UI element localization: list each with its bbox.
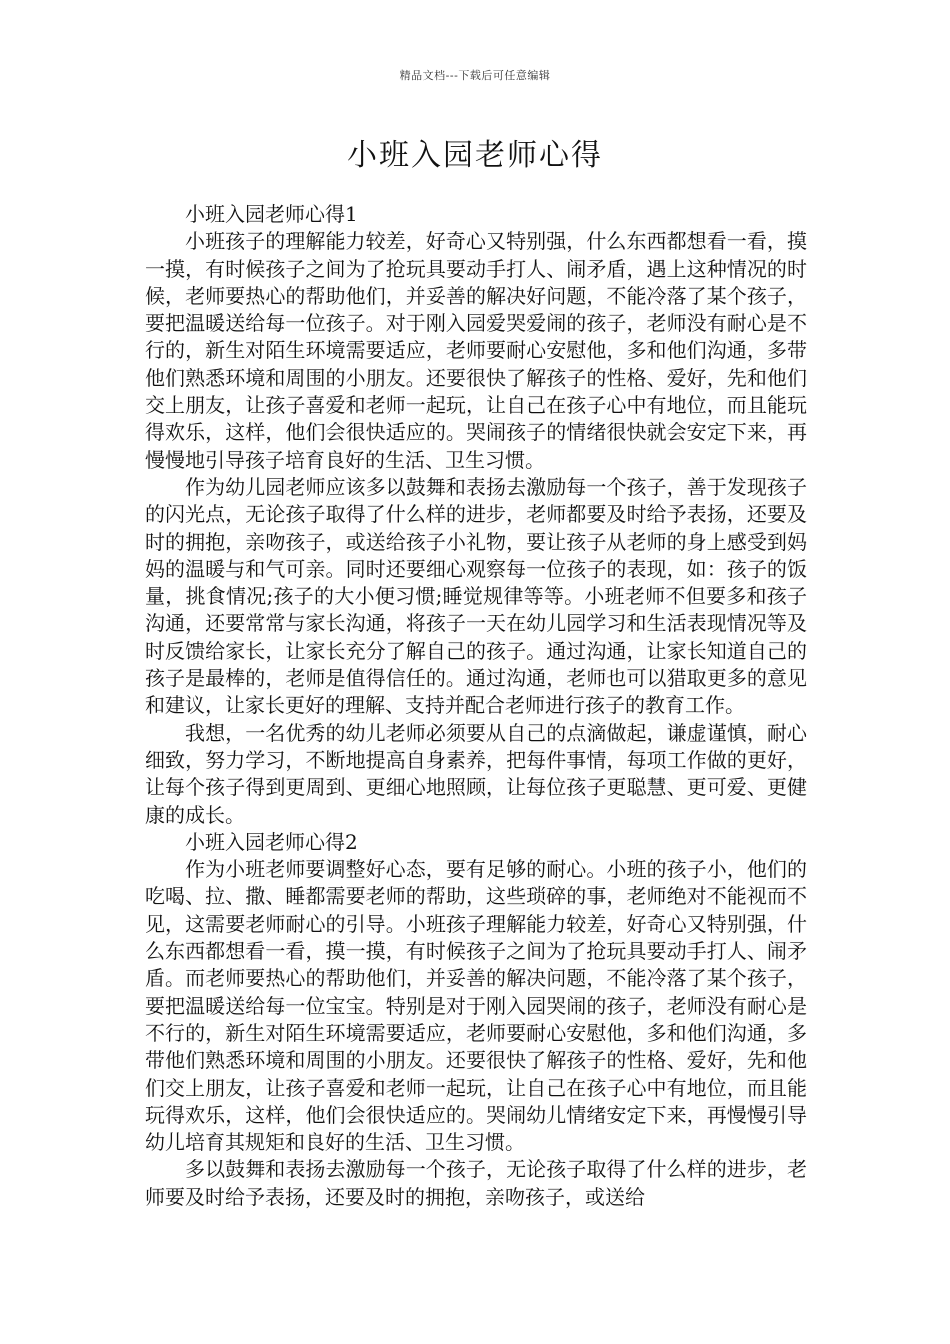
document-title: 小班入园老师心得 xyxy=(347,138,603,173)
section-heading-1: 小班入园老师心得1 xyxy=(185,202,358,226)
document-body xyxy=(145,201,807,1211)
paragraph: 作为幼儿园老师应该多以鼓舞和表扬去激励每一个孩子，善于发现孩子的闪光点，无论孩子取得了什么样的进步，老师都要及时给予表扬，还要及时的拥抱，亲吻孩子，或送给孩子小礼物，要让孩子从老师的身上感受到妈妈的温暖与和气可亲。同时还要细心观察每一位孩子的表现，如：孩子的饭量，挑食情况;孩子的大小便习惯;睡觉规律等等。小班老师不但要多和孩子沟通，还要常常与家长沟通，将孩子一天在幼儿园学习和生活表现情况等及时反馈给家长，让家长充分了解自己的孩子。通过沟通，让家长知道自己的孩子是最棒的，老师是值得信任的。通过沟通，老师也可以猎取更多的意见和建议，让家长更好的理解、支持并配合老师进行孩子的教育工作。 xyxy=(145,474,807,718)
page-header: 精品文档---下载后可任意编辑 xyxy=(399,69,551,82)
paragraph: 多以鼓舞和表扬去激励每一个孩子，无论孩子取得了什么样的进步，老师要及时给予表扬，还要及时的拥抱，亲吻孩子，或送给 xyxy=(145,1157,807,1209)
paragraph: 小班孩子的理解能力较差，好奇心又特别强，什么东西都想看一看，摸一摸，有时候孩子之间为了抢玩具要动手打人、闹矛盾，遇上这种情况的时候，老师要热心的帮助他们，并妥善的解决好问题，不能冷落了某个孩子，要把温暖送给每一位孩子。对于刚入园爱哭爱闹的孩子，老师没有耐心是不行的，新生对陌生环境需要适应，老师要耐心安慰他，多和他们沟通，多带他们熟悉环境和周围的小朋友。还要很快了解孩子的性格、爱好，先和他们交上朋友，让孩子喜爱和老师一起玩，让自己在孩子心中有地位，而且能玩得欢乐，这样，他们会很快适应的。哭闹孩子的情绪很快就会安定下来，再慢慢地引导孩子培育良好的生活、卫生习惯。 xyxy=(145,229,807,472)
paragraph: 作为小班老师要调整好心态，要有足够的耐心。小班的孩子小，他们的吃喝、拉、撒、睡都需要老师的帮助，这些琐碎的事，老师绝对不能视而不见，这需要老师耐心的引导。小班孩子理解能力较差，好奇心又特别强，什么东西都想看一看，摸一摸，有时候孩子之间为了抢玩具要动手打人、闹矛盾。而老师要热心的帮助他们，并妥善的解决问题，不能冷落了某个孩子，要把温暖送给每一位宝宝。特别是对于刚入园哭闹的孩子，老师没有耐心是不行的，新生对陌生环境需要适应，老师要耐心安慰他，多和他们沟通，多带他们熟悉环境和周围的小朋友。还要很快了解孩子的性格、爱好，先和他们交上朋友，让孩子喜爱和老师一起玩，让自己在孩子心中有地位，而且能玩得欢乐，这样，他们会很快适应的。哭闹幼儿情绪安定下来，再慢慢引导幼儿培育其规矩和良好的生活、卫生习惯。 xyxy=(145,857,807,1155)
paragraph: 我想，一名优秀的幼儿老师必须要从自己的点滴做起，谦虚谨慎，耐心细致，努力学习，不断地提高自身素养，把每件事情，每项工作做的更好，让每个孩子得到更周到、更细心地照顾，让每位孩子更聪慧、更可爱、更健康的成长。 xyxy=(145,720,807,827)
section-heading-2: 小班入园老师心得2 xyxy=(185,829,358,854)
